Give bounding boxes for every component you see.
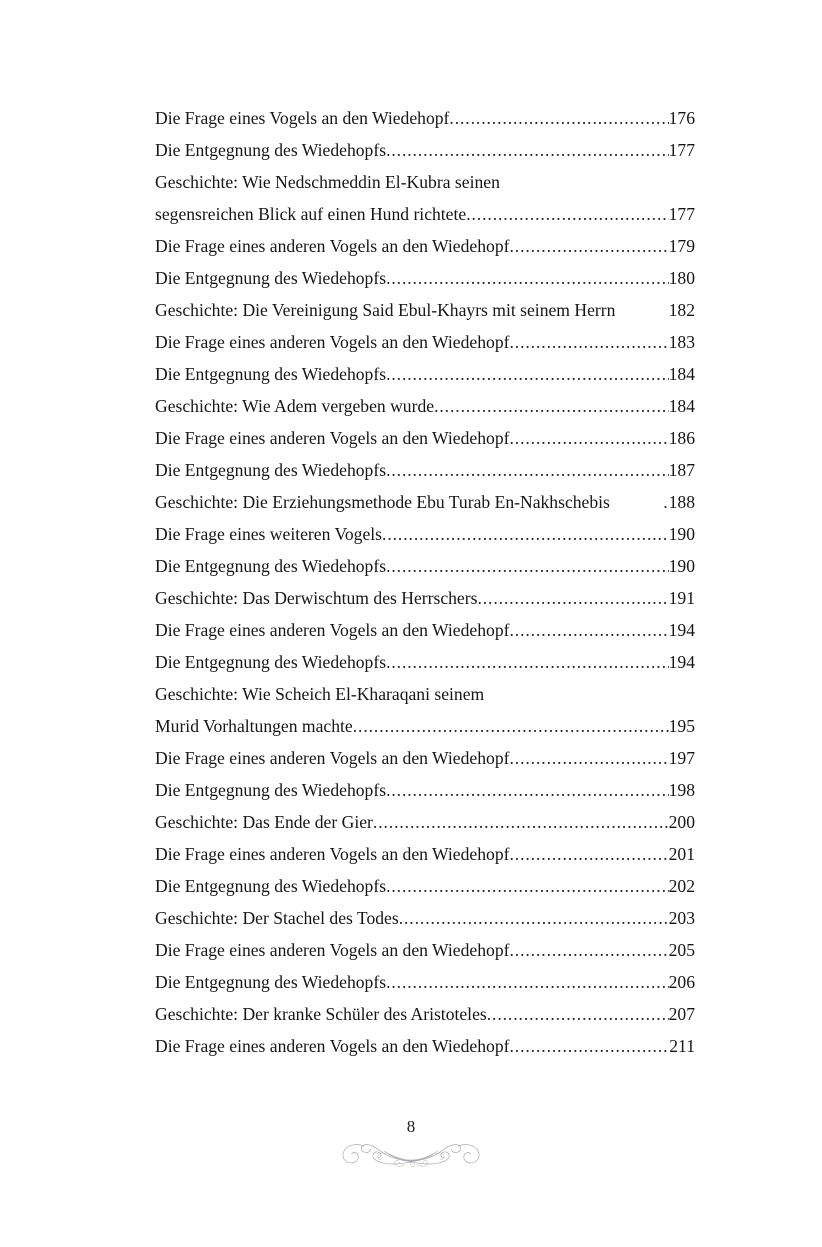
toc-leader [386,460,669,481]
toc-entry-page-number: 184 [668,396,695,416]
toc-entry-page-number: 184 [668,364,695,384]
flourish-ornament-icon [336,1137,486,1171]
toc-leader [509,620,668,641]
toc-entry[interactable] [155,652,695,684]
toc-entry[interactable] [155,940,695,972]
table-of-contents-list [155,108,695,1068]
toc-entry-title: Geschichte: Der kranke Schüler des Aristoteles [155,1004,487,1024]
toc-entry[interactable] [155,332,695,364]
toc-entry-title: Geschichte: Wie Nedschmeddin El-Kubra seinen [155,172,500,192]
toc-entry[interactable] [155,844,695,876]
toc-entry-title: Die Frage eines anderen Vogels an den Wiedehopf [155,428,510,448]
toc-leader [386,780,669,801]
toc-entry-title: Geschichte: Der Stachel des Todes [155,908,399,928]
toc-leader [615,300,668,321]
toc-entry[interactable] [155,620,695,652]
toc-entry[interactable] [155,812,695,844]
toc-entry-page-number: 187 [668,460,695,480]
toc-entry-page-number: 203 [668,908,695,928]
toc-entry[interactable] [155,1004,695,1036]
toc-leader [509,748,668,769]
toc-entry[interactable] [155,524,695,556]
toc-entry-title: Die Frage eines Vogels an den Wiedehopf [155,108,450,128]
toc-entry-page-number: 186 [668,428,695,448]
toc-entry-page-number: 183 [668,332,695,352]
toc-entry[interactable] [155,780,695,812]
toc-entry-page-number: 197 [668,748,695,768]
toc-leader [386,364,669,385]
toc-entry-title: Die Frage eines anderen Vogels an den Wiedehopf [155,940,510,960]
toc-leader [509,332,668,353]
toc-entry-title: Die Frage eines anderen Vogels an den Wiedehopf [155,332,510,352]
toc-entry-page-number: 182 [668,300,695,320]
toc-entry[interactable] [155,556,695,588]
toc-entry-page-number: 207 [668,1004,695,1024]
toc-leader [353,716,669,737]
toc-entry-page-number: 177 [668,140,695,160]
toc-entry[interactable] [155,460,695,492]
toc-entry-title: Geschichte: Das Ende der Gier [155,812,373,832]
toc-entry-title: Murid Vorhaltungen machte [155,716,353,736]
toc-leader [509,428,668,449]
toc-entry[interactable] [155,908,695,940]
toc-entry-title: Die Frage eines anderen Vogels an den Wiedehopf [155,620,510,640]
toc-entry-title: Geschichte: Die Vereinigung Said Ebul-Khayrs mit seinem Herrn [155,300,616,320]
toc-entry-page-number: 190 [668,524,695,544]
toc-leader [399,908,669,929]
toc-entry-title: Die Frage eines anderen Vogels an den Wiedehopf [155,236,510,256]
toc-entry-page-number: 190 [668,556,695,576]
toc-leader [373,812,669,833]
toc-entry[interactable] [155,972,695,1004]
toc-entry-title: Die Frage eines anderen Vogels an den Wiedehopf [155,1036,510,1056]
toc-entry-page-number: 188 [668,492,695,512]
toc-leader [386,876,669,897]
toc-entry[interactable] [155,108,695,140]
toc-entry-title: Geschichte: Die Erziehungsmethode Ebu Turab En-Nakhschebis [155,492,610,512]
toc-entry[interactable] [155,300,695,332]
toc-entry-page-number: 202 [668,876,695,896]
toc-entry[interactable] [155,588,695,620]
toc-entry-title: Die Entgegnung des Wiedehopfs [155,652,387,672]
toc-entry-page-number: 194 [668,620,695,640]
toc-entry-title: Die Frage eines anderen Vogels an den Wiedehopf [155,748,510,768]
toc-entry[interactable] [155,364,695,396]
toc-entry[interactable] [155,876,695,908]
toc-entry-page-number: 198 [668,780,695,800]
toc-entry[interactable] [155,236,695,268]
toc-leader [386,140,669,161]
toc-leader [386,268,669,289]
toc-entry-title: Geschichte: Wie Adem vergeben wurde [155,396,435,416]
toc-entry-title: segensreichen Blick auf einen Hund richtete [155,204,467,224]
toc-entry-title: Die Entgegnung des Wiedehopfs [155,140,387,160]
toc-leader [509,844,668,865]
toc-entry[interactable] [155,684,695,716]
toc-entry-page-number: 206 [668,972,695,992]
toc-entry[interactable] [155,716,695,748]
page-footer [0,1118,822,1171]
page-number: 8 [406,1117,416,1136]
toc-entry[interactable] [155,748,695,780]
toc-leader [386,972,669,993]
toc-entry-title: Die Entgegnung des Wiedehopfs [155,780,387,800]
toc-entry[interactable] [155,204,695,236]
toc-entry[interactable] [155,396,695,428]
toc-entry[interactable] [155,172,695,204]
toc-leader [509,940,668,961]
toc-entry-title: Die Entgegnung des Wiedehopfs [155,876,387,896]
toc-entry-page-number: 200 [668,812,695,832]
toc-entry-title: Geschichte: Wie Scheich El-Kharaqani seinem [155,684,485,704]
toc-leader [509,1036,669,1057]
toc-entry-title: Die Frage eines anderen Vogels an den Wiedehopf [155,844,510,864]
toc-entry-page-number: 191 [668,588,695,608]
toc-leader [434,396,669,417]
toc-leader [382,524,669,545]
toc-entry-title: Geschichte: Das Derwischtum des Herrschers [155,588,478,608]
toc-entry[interactable] [155,268,695,300]
toc-entry-page-number: 177 [668,204,695,224]
toc-entry[interactable] [155,140,695,172]
toc-entry-title: Die Entgegnung des Wiedehopfs [155,972,387,992]
toc-entry[interactable] [155,428,695,460]
toc-leader [449,108,668,129]
toc-entry-page-number: 201 [668,844,695,864]
toc-entry-title: Die Entgegnung des Wiedehopfs [155,556,387,576]
toc-entry[interactable] [155,1036,695,1068]
toc-entry-title: Die Entgegnung des Wiedehopfs [155,460,387,480]
toc-leader [466,204,668,225]
toc-entry-title: Die Entgegnung des Wiedehopfs [155,268,387,288]
toc-leader [477,588,668,609]
toc-leader [487,1004,669,1025]
toc-leader [386,652,669,673]
toc-entry-page-number: 179 [668,236,695,256]
toc-leader [386,556,669,577]
toc-entry-page-number: 180 [668,268,695,288]
toc-entry-page-number: 211 [669,1036,695,1056]
toc-leader: . [663,492,669,512]
toc-entry-page-number: 205 [668,940,695,960]
toc-entry-title: Die Entgegnung des Wiedehopfs [155,364,387,384]
toc-entry[interactable] [155,492,695,524]
toc-leader [509,236,668,257]
toc-entry-title: Die Frage eines weiteren Vogels [155,524,383,544]
toc-entry-page-number: 176 [668,108,695,128]
toc-entry-page-number: 194 [668,652,695,672]
toc-entry-page-number: 195 [668,716,695,736]
